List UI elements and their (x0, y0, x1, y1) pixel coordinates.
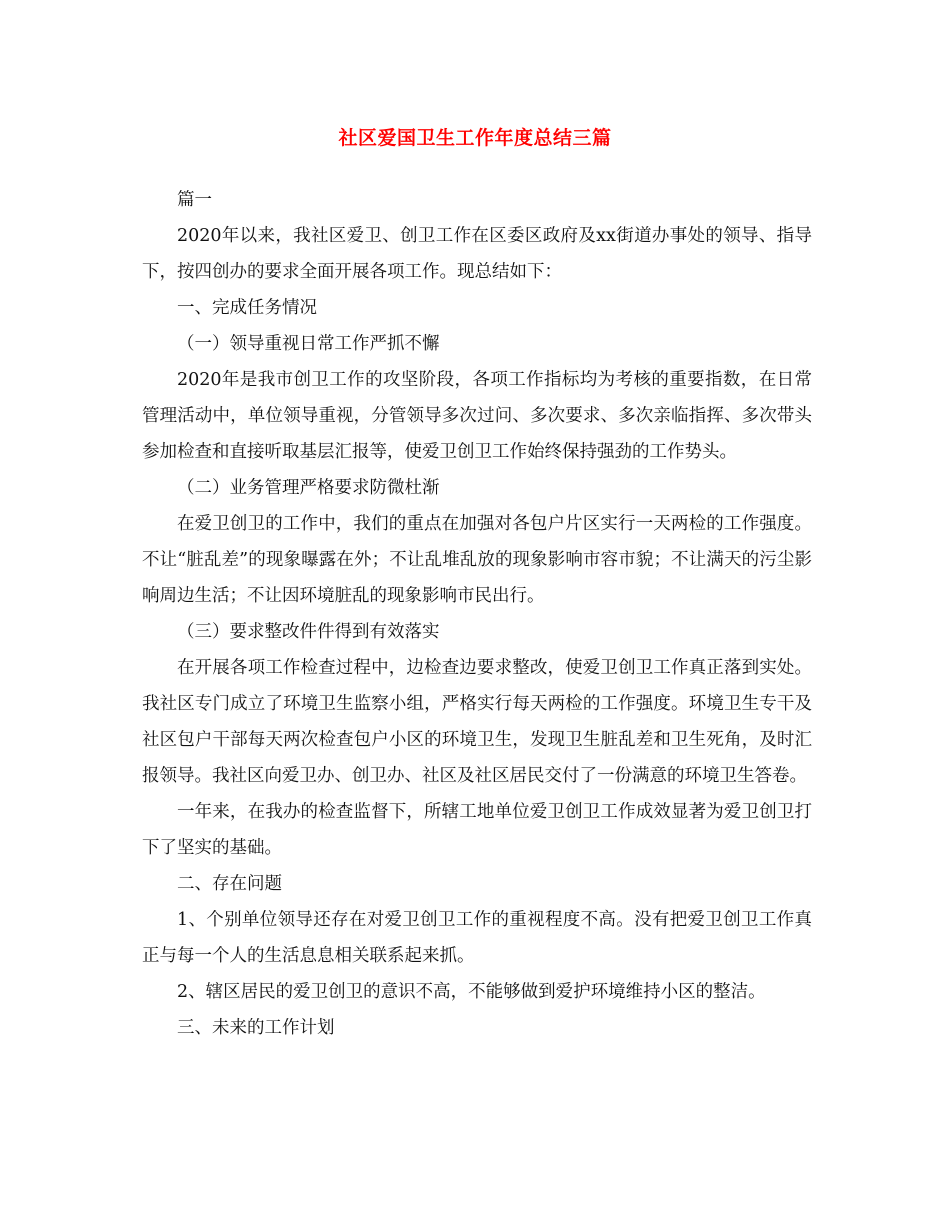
paragraph-management: 在爱卫创卫的工作中，我们的重点在加强对各包户片区实行一天两检的工作强度。不让“脏乱差”的现象曝露在外；不让乱堆乱放的现象影响市容市貌；不让满天的污尘影响周边生活；不让因环境脏乱的现象影响市民出行。 (142, 514, 812, 606)
heading-future-plan: 三、未来的工作计划 (177, 1018, 335, 1038)
document-title: 社区爱国卫生工作年度总结三篇 (338, 127, 612, 149)
heading-problems: 二、存在问题 (177, 874, 282, 894)
subheading-leadership: （一）领导重视日常工作严抓不懈 (177, 334, 440, 354)
subheading-rectification: （三）要求整改件件得到有效落实 (177, 622, 440, 642)
section-label: 篇一 (177, 190, 212, 210)
intro-paragraph: 2020年以来，我社区爱卫、创卫工作在区委区政府及xx街道办事处的领导、指导下，按四创办的要求全面开展各项工作。现总结如下： (142, 226, 812, 282)
paragraph-leadership: 2020年是我市创卫工作的攻坚阶段，各项工作指标均为考核的重要指数，在日常管理活动中，单位领导重视，分管领导多次过问、多次要求、多次亲临指挥、多次带头参加检查和直接听取基层汇报等，使爱卫创卫工作始终保持强劲的工作势头。 (142, 370, 812, 462)
subheading-management: （二）业务管理严格要求防微杜渐 (177, 478, 440, 498)
paragraph-rectification: 在开展各项工作检查过程中，边检查边要求整改，使爱卫创卫工作真正落到实处。我社区专门成立了环境卫生监察小组，严格实行每天两检的工作强度。环境卫生专干及社区包户干部每天两次检查包户小区的环境卫生，发现卫生脏乱差和卫生死角，及时汇报领导。我社区向爱卫办、创卫办、社区及社区居民交付了一份满意的环境卫生答卷。 (142, 658, 812, 786)
document-body (142, 182, 812, 1046)
paragraph-year-summary: 一年来，在我办的检查监督下，所辖工地单位爱卫创卫工作成效显著为爱卫创卫打下了坚实的基础。 (142, 802, 812, 858)
paragraph-problem-2: 2、辖区居民的爱卫创卫的意识不高，不能够做到爱护环境维持小区的整洁。 (177, 982, 766, 1002)
heading-completed-tasks: 一、完成任务情况 (177, 298, 317, 318)
paragraph-problem-1: 1、个别单位领导还存在对爱卫创卫工作的重视程度不高。没有把爱卫创卫工作真正与每一个人的生活息息相关联系起来抓。 (142, 910, 812, 966)
